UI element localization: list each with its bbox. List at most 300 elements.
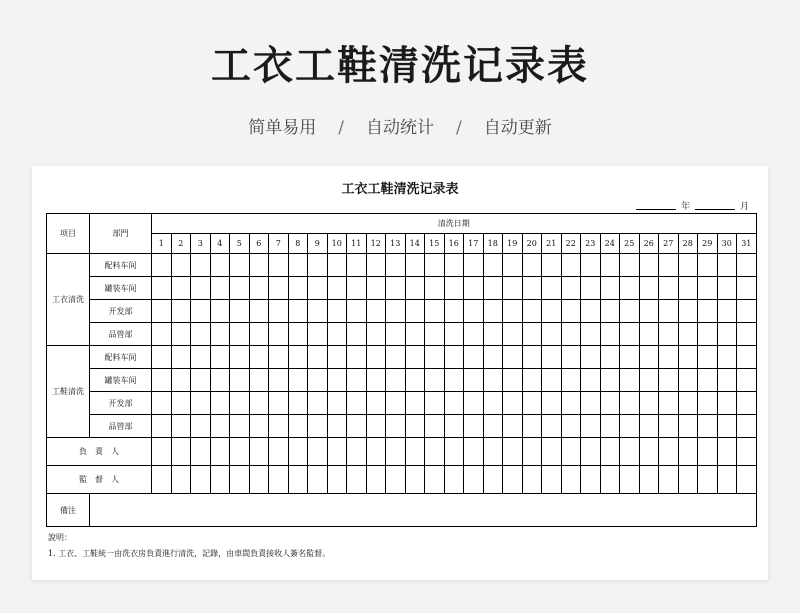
record-cell[interactable]	[717, 392, 737, 415]
record-cell[interactable]	[522, 466, 542, 494]
record-cell[interactable]	[737, 254, 757, 277]
record-cell[interactable]	[444, 346, 464, 369]
record-cell[interactable]	[581, 254, 601, 277]
record-cell[interactable]	[152, 277, 172, 300]
record-cell[interactable]	[405, 392, 425, 415]
record-cell[interactable]	[678, 466, 698, 494]
record-cell[interactable]	[659, 300, 679, 323]
record-cell[interactable]	[698, 466, 718, 494]
record-cell[interactable]	[152, 300, 172, 323]
record-cell[interactable]	[210, 466, 230, 494]
record-cell[interactable]	[405, 438, 425, 466]
record-cell[interactable]	[210, 415, 230, 438]
record-cell[interactable]	[737, 277, 757, 300]
record-cell[interactable]	[483, 323, 503, 346]
record-cell[interactable]	[152, 415, 172, 438]
record-cell[interactable]	[308, 254, 328, 277]
record-cell[interactable]	[444, 438, 464, 466]
record-cell[interactable]	[659, 254, 679, 277]
record-cell[interactable]	[737, 369, 757, 392]
record-cell[interactable]	[269, 392, 289, 415]
record-cell[interactable]	[600, 300, 620, 323]
record-cell[interactable]	[210, 438, 230, 466]
record-cell[interactable]	[249, 323, 269, 346]
record-cell[interactable]	[249, 300, 269, 323]
record-cell[interactable]	[444, 392, 464, 415]
record-cell[interactable]	[503, 346, 523, 369]
record-cell[interactable]	[425, 346, 445, 369]
record-cell[interactable]	[425, 254, 445, 277]
record-cell[interactable]	[288, 392, 308, 415]
record-cell[interactable]	[542, 438, 562, 466]
record-cell[interactable]	[171, 300, 191, 323]
record-cell[interactable]	[698, 369, 718, 392]
record-cell[interactable]	[269, 300, 289, 323]
record-cell[interactable]	[171, 415, 191, 438]
record-cell[interactable]	[503, 254, 523, 277]
record-cell[interactable]	[464, 254, 484, 277]
record-cell[interactable]	[483, 392, 503, 415]
record-cell[interactable]	[249, 369, 269, 392]
record-cell[interactable]	[210, 323, 230, 346]
record-cell[interactable]	[288, 438, 308, 466]
record-cell[interactable]	[698, 346, 718, 369]
record-cell[interactable]	[327, 438, 347, 466]
record-cell[interactable]	[659, 466, 679, 494]
record-cell[interactable]	[230, 346, 250, 369]
record-cell[interactable]	[561, 300, 581, 323]
record-cell[interactable]	[249, 392, 269, 415]
record-cell[interactable]	[698, 438, 718, 466]
record-cell[interactable]	[600, 346, 620, 369]
record-cell[interactable]	[561, 369, 581, 392]
record-cell[interactable]	[347, 300, 367, 323]
record-cell[interactable]	[425, 300, 445, 323]
record-cell[interactable]	[483, 466, 503, 494]
record-cell[interactable]	[678, 254, 698, 277]
record-cell[interactable]	[639, 254, 659, 277]
record-cell[interactable]	[698, 277, 718, 300]
record-cell[interactable]	[620, 392, 640, 415]
record-cell[interactable]	[191, 392, 211, 415]
record-cell[interactable]	[308, 466, 328, 494]
record-cell[interactable]	[405, 466, 425, 494]
remarks-field[interactable]	[90, 494, 757, 527]
record-cell[interactable]	[678, 300, 698, 323]
record-cell[interactable]	[522, 323, 542, 346]
record-cell[interactable]	[269, 415, 289, 438]
record-cell[interactable]	[425, 369, 445, 392]
year-blank[interactable]	[636, 209, 676, 210]
record-cell[interactable]	[210, 392, 230, 415]
record-cell[interactable]	[308, 438, 328, 466]
record-cell[interactable]	[230, 438, 250, 466]
record-cell[interactable]	[249, 346, 269, 369]
record-cell[interactable]	[269, 323, 289, 346]
record-cell[interactable]	[522, 300, 542, 323]
record-cell[interactable]	[152, 438, 172, 466]
record-cell[interactable]	[425, 392, 445, 415]
record-cell[interactable]	[620, 415, 640, 438]
record-cell[interactable]	[230, 392, 250, 415]
record-cell[interactable]	[600, 466, 620, 494]
record-cell[interactable]	[600, 369, 620, 392]
record-cell[interactable]	[717, 323, 737, 346]
record-cell[interactable]	[386, 369, 406, 392]
record-cell[interactable]	[444, 415, 464, 438]
record-cell[interactable]	[269, 438, 289, 466]
record-cell[interactable]	[405, 323, 425, 346]
record-cell[interactable]	[327, 369, 347, 392]
record-cell[interactable]	[698, 323, 718, 346]
record-cell[interactable]	[288, 254, 308, 277]
record-cell[interactable]	[210, 254, 230, 277]
record-cell[interactable]	[327, 277, 347, 300]
record-cell[interactable]	[191, 466, 211, 494]
record-cell[interactable]	[483, 346, 503, 369]
record-cell[interactable]	[717, 346, 737, 369]
record-cell[interactable]	[600, 438, 620, 466]
record-cell[interactable]	[698, 300, 718, 323]
record-cell[interactable]	[717, 254, 737, 277]
record-cell[interactable]	[191, 323, 211, 346]
record-cell[interactable]	[717, 466, 737, 494]
record-cell[interactable]	[561, 392, 581, 415]
record-cell[interactable]	[152, 369, 172, 392]
record-cell[interactable]	[464, 415, 484, 438]
record-cell[interactable]	[464, 277, 484, 300]
record-cell[interactable]	[308, 323, 328, 346]
record-cell[interactable]	[288, 323, 308, 346]
record-cell[interactable]	[444, 466, 464, 494]
record-cell[interactable]	[405, 415, 425, 438]
record-cell[interactable]	[581, 392, 601, 415]
record-cell[interactable]	[639, 438, 659, 466]
record-cell[interactable]	[522, 346, 542, 369]
record-cell[interactable]	[483, 438, 503, 466]
record-cell[interactable]	[191, 254, 211, 277]
record-cell[interactable]	[659, 392, 679, 415]
record-cell[interactable]	[347, 254, 367, 277]
record-cell[interactable]	[191, 300, 211, 323]
record-cell[interactable]	[503, 300, 523, 323]
record-cell[interactable]	[386, 254, 406, 277]
record-cell[interactable]	[483, 300, 503, 323]
record-cell[interactable]	[210, 300, 230, 323]
record-cell[interactable]	[678, 346, 698, 369]
record-cell[interactable]	[230, 254, 250, 277]
record-cell[interactable]	[561, 438, 581, 466]
record-cell[interactable]	[542, 277, 562, 300]
record-cell[interactable]	[464, 323, 484, 346]
record-cell[interactable]	[210, 346, 230, 369]
record-cell[interactable]	[308, 300, 328, 323]
record-cell[interactable]	[210, 277, 230, 300]
record-cell[interactable]	[522, 415, 542, 438]
record-cell[interactable]	[737, 415, 757, 438]
record-cell[interactable]	[405, 254, 425, 277]
record-cell[interactable]	[386, 438, 406, 466]
record-cell[interactable]	[561, 254, 581, 277]
record-cell[interactable]	[366, 277, 386, 300]
record-cell[interactable]	[600, 392, 620, 415]
record-cell[interactable]	[503, 369, 523, 392]
record-cell[interactable]	[405, 300, 425, 323]
record-cell[interactable]	[639, 323, 659, 346]
record-cell[interactable]	[425, 415, 445, 438]
record-cell[interactable]	[503, 392, 523, 415]
record-cell[interactable]	[483, 369, 503, 392]
record-cell[interactable]	[386, 415, 406, 438]
record-cell[interactable]	[620, 277, 640, 300]
record-cell[interactable]	[347, 323, 367, 346]
record-cell[interactable]	[639, 415, 659, 438]
record-cell[interactable]	[230, 277, 250, 300]
record-cell[interactable]	[444, 323, 464, 346]
record-cell[interactable]	[503, 466, 523, 494]
record-cell[interactable]	[464, 346, 484, 369]
record-cell[interactable]	[230, 300, 250, 323]
record-cell[interactable]	[366, 369, 386, 392]
record-cell[interactable]	[717, 369, 737, 392]
record-cell[interactable]	[308, 415, 328, 438]
record-cell[interactable]	[698, 392, 718, 415]
record-cell[interactable]	[639, 346, 659, 369]
record-cell[interactable]	[678, 392, 698, 415]
record-cell[interactable]	[230, 466, 250, 494]
record-cell[interactable]	[698, 415, 718, 438]
record-cell[interactable]	[288, 369, 308, 392]
record-cell[interactable]	[639, 466, 659, 494]
record-cell[interactable]	[542, 369, 562, 392]
record-cell[interactable]	[581, 277, 601, 300]
record-cell[interactable]	[405, 277, 425, 300]
record-cell[interactable]	[444, 369, 464, 392]
record-cell[interactable]	[249, 254, 269, 277]
record-cell[interactable]	[288, 346, 308, 369]
record-cell[interactable]	[152, 392, 172, 415]
record-cell[interactable]	[639, 277, 659, 300]
record-cell[interactable]	[347, 415, 367, 438]
record-cell[interactable]	[327, 466, 347, 494]
record-cell[interactable]	[288, 466, 308, 494]
record-cell[interactable]	[269, 346, 289, 369]
record-cell[interactable]	[425, 466, 445, 494]
record-cell[interactable]	[347, 346, 367, 369]
record-cell[interactable]	[620, 466, 640, 494]
record-cell[interactable]	[581, 346, 601, 369]
record-cell[interactable]	[288, 415, 308, 438]
record-cell[interactable]	[581, 438, 601, 466]
record-cell[interactable]	[269, 466, 289, 494]
record-cell[interactable]	[347, 277, 367, 300]
record-cell[interactable]	[230, 415, 250, 438]
record-cell[interactable]	[366, 346, 386, 369]
record-cell[interactable]	[327, 415, 347, 438]
record-cell[interactable]	[717, 300, 737, 323]
record-cell[interactable]	[386, 277, 406, 300]
record-cell[interactable]	[542, 466, 562, 494]
record-cell[interactable]	[542, 323, 562, 346]
record-cell[interactable]	[581, 323, 601, 346]
record-cell[interactable]	[581, 300, 601, 323]
record-cell[interactable]	[444, 254, 464, 277]
record-cell[interactable]	[737, 438, 757, 466]
record-cell[interactable]	[717, 438, 737, 466]
record-cell[interactable]	[561, 415, 581, 438]
record-cell[interactable]	[249, 277, 269, 300]
record-cell[interactable]	[542, 300, 562, 323]
record-cell[interactable]	[600, 415, 620, 438]
record-cell[interactable]	[620, 323, 640, 346]
record-cell[interactable]	[620, 369, 640, 392]
record-cell[interactable]	[620, 300, 640, 323]
record-cell[interactable]	[698, 254, 718, 277]
record-cell[interactable]	[405, 346, 425, 369]
record-cell[interactable]	[678, 415, 698, 438]
record-cell[interactable]	[620, 254, 640, 277]
record-cell[interactable]	[620, 438, 640, 466]
record-cell[interactable]	[171, 323, 191, 346]
record-cell[interactable]	[639, 392, 659, 415]
record-cell[interactable]	[308, 369, 328, 392]
record-cell[interactable]	[171, 369, 191, 392]
record-cell[interactable]	[171, 392, 191, 415]
record-cell[interactable]	[737, 392, 757, 415]
record-cell[interactable]	[659, 346, 679, 369]
month-blank[interactable]	[695, 209, 735, 210]
record-cell[interactable]	[366, 438, 386, 466]
record-cell[interactable]	[542, 254, 562, 277]
record-cell[interactable]	[366, 300, 386, 323]
record-cell[interactable]	[581, 466, 601, 494]
record-cell[interactable]	[308, 346, 328, 369]
record-cell[interactable]	[503, 277, 523, 300]
record-cell[interactable]	[425, 277, 445, 300]
record-cell[interactable]	[659, 323, 679, 346]
record-cell[interactable]	[269, 254, 289, 277]
record-cell[interactable]	[425, 323, 445, 346]
record-cell[interactable]	[191, 277, 211, 300]
record-cell[interactable]	[210, 369, 230, 392]
record-cell[interactable]	[600, 254, 620, 277]
record-cell[interactable]	[386, 392, 406, 415]
record-cell[interactable]	[386, 466, 406, 494]
record-cell[interactable]	[366, 466, 386, 494]
record-cell[interactable]	[171, 346, 191, 369]
record-cell[interactable]	[639, 369, 659, 392]
record-cell[interactable]	[327, 392, 347, 415]
record-cell[interactable]	[678, 438, 698, 466]
record-cell[interactable]	[152, 254, 172, 277]
record-cell[interactable]	[171, 438, 191, 466]
record-cell[interactable]	[659, 438, 679, 466]
record-cell[interactable]	[366, 392, 386, 415]
record-cell[interactable]	[503, 323, 523, 346]
record-cell[interactable]	[659, 369, 679, 392]
record-cell[interactable]	[288, 277, 308, 300]
record-cell[interactable]	[191, 369, 211, 392]
record-cell[interactable]	[327, 323, 347, 346]
record-cell[interactable]	[386, 346, 406, 369]
record-cell[interactable]	[600, 323, 620, 346]
record-cell[interactable]	[464, 438, 484, 466]
record-cell[interactable]	[152, 346, 172, 369]
record-cell[interactable]	[327, 300, 347, 323]
record-cell[interactable]	[347, 466, 367, 494]
record-cell[interactable]	[600, 277, 620, 300]
record-cell[interactable]	[737, 346, 757, 369]
record-cell[interactable]	[269, 277, 289, 300]
record-cell[interactable]	[347, 392, 367, 415]
record-cell[interactable]	[464, 369, 484, 392]
record-cell[interactable]	[366, 323, 386, 346]
record-cell[interactable]	[444, 300, 464, 323]
record-cell[interactable]	[327, 346, 347, 369]
record-cell[interactable]	[678, 369, 698, 392]
record-cell[interactable]	[171, 254, 191, 277]
record-cell[interactable]	[191, 415, 211, 438]
record-cell[interactable]	[522, 369, 542, 392]
record-cell[interactable]	[308, 392, 328, 415]
record-cell[interactable]	[678, 323, 698, 346]
record-cell[interactable]	[483, 415, 503, 438]
record-cell[interactable]	[464, 392, 484, 415]
record-cell[interactable]	[717, 277, 737, 300]
record-cell[interactable]	[386, 323, 406, 346]
record-cell[interactable]	[347, 369, 367, 392]
record-cell[interactable]	[581, 369, 601, 392]
record-cell[interactable]	[542, 346, 562, 369]
record-cell[interactable]	[464, 466, 484, 494]
record-cell[interactable]	[249, 466, 269, 494]
record-cell[interactable]	[581, 415, 601, 438]
record-cell[interactable]	[288, 300, 308, 323]
record-cell[interactable]	[522, 277, 542, 300]
record-cell[interactable]	[327, 254, 347, 277]
record-cell[interactable]	[249, 438, 269, 466]
record-cell[interactable]	[542, 415, 562, 438]
record-cell[interactable]	[522, 254, 542, 277]
record-cell[interactable]	[171, 277, 191, 300]
record-cell[interactable]	[483, 254, 503, 277]
record-cell[interactable]	[542, 392, 562, 415]
record-cell[interactable]	[678, 277, 698, 300]
record-cell[interactable]	[152, 323, 172, 346]
record-cell[interactable]	[425, 438, 445, 466]
record-cell[interactable]	[483, 277, 503, 300]
record-cell[interactable]	[444, 277, 464, 300]
record-cell[interactable]	[522, 438, 542, 466]
record-cell[interactable]	[659, 277, 679, 300]
record-cell[interactable]	[503, 415, 523, 438]
record-cell[interactable]	[737, 323, 757, 346]
record-cell[interactable]	[191, 346, 211, 369]
record-cell[interactable]	[503, 438, 523, 466]
record-cell[interactable]	[737, 300, 757, 323]
record-cell[interactable]	[561, 277, 581, 300]
record-cell[interactable]	[717, 415, 737, 438]
record-cell[interactable]	[230, 323, 250, 346]
record-cell[interactable]	[386, 300, 406, 323]
record-cell[interactable]	[561, 346, 581, 369]
record-cell[interactable]	[561, 323, 581, 346]
record-cell[interactable]	[308, 277, 328, 300]
record-cell[interactable]	[620, 346, 640, 369]
record-cell[interactable]	[191, 438, 211, 466]
record-cell[interactable]	[230, 369, 250, 392]
record-cell[interactable]	[561, 466, 581, 494]
